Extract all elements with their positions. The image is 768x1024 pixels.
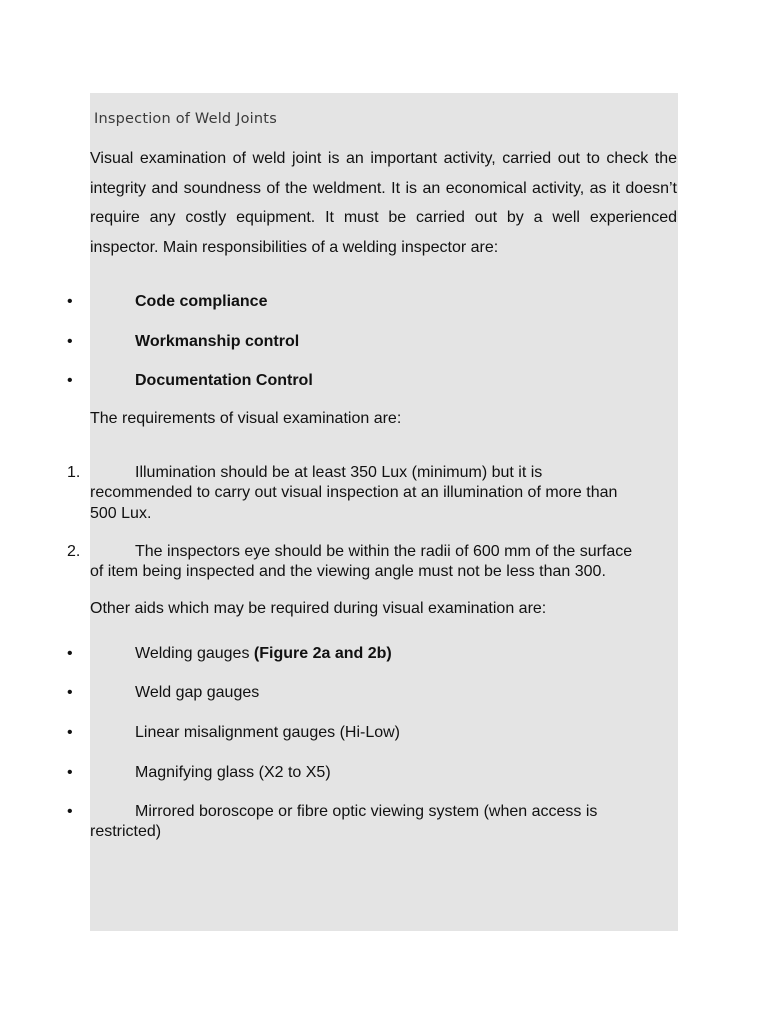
- bullet-icon: •: [67, 803, 73, 820]
- list-item-text: Linear misalignment gauges (Hi-Low): [135, 724, 401, 741]
- bullet-icon: •: [67, 645, 73, 662]
- requirements-heading: The requirements of visual examination are:: [90, 410, 402, 427]
- list-item-text: Weld gap gauges: [135, 684, 260, 701]
- aids-heading: Other aids which may be required during visual examination are:: [90, 600, 547, 617]
- list-item-text: Mirrored boroscope or fibre optic viewing system (when access is: [135, 803, 598, 820]
- item-text-line: The inspectors eye should be within the radii of 600 mm of the surface: [135, 543, 633, 560]
- bullet-icon: •: [67, 724, 73, 741]
- list-item-text: Documentation Control: [135, 372, 313, 389]
- bullet-icon: •: [67, 764, 73, 781]
- list-item-text: Code compliance: [135, 293, 268, 310]
- bullet-icon: •: [67, 293, 73, 310]
- list-item-text-normal: Welding gauges: [135, 645, 254, 662]
- list-item-text: Magnifying glass (X2 to X5): [135, 764, 331, 781]
- item-number: 2.: [67, 543, 81, 560]
- item-text-line: 500 Lux.: [90, 505, 152, 522]
- figure-reference: (Figure 2a and 2b): [253, 645, 392, 662]
- list-item-text-continued: restricted): [90, 823, 162, 840]
- item-number: 1.: [67, 464, 81, 481]
- item-text-line: recommended to carry out visual inspection at an illumination of more than: [90, 484, 618, 501]
- bullet-icon: •: [67, 684, 73, 701]
- intro-paragraph: Visual examination of weld joint is an important activity, carried out to check the integrity and soundness of the weldment. It is an economical activity, as it doesn’t require any costly equipment. It must be carried out by a well experienced inspector. Main responsibilities of a welding inspector are:: [90, 150, 677, 257]
- item-text-line: of item being inspected and the viewing angle must not be less than 300.: [90, 563, 606, 580]
- document-title: Inspection of Weld Joints: [94, 111, 277, 127]
- item-text-line: Illumination should be at least 350 Lux (minimum) but it is: [135, 464, 543, 481]
- bullet-icon: •: [67, 372, 73, 389]
- list-item-text: [135, 644, 392, 664]
- list-item-text: Workmanship control: [135, 333, 300, 350]
- bullet-icon: •: [67, 333, 73, 350]
